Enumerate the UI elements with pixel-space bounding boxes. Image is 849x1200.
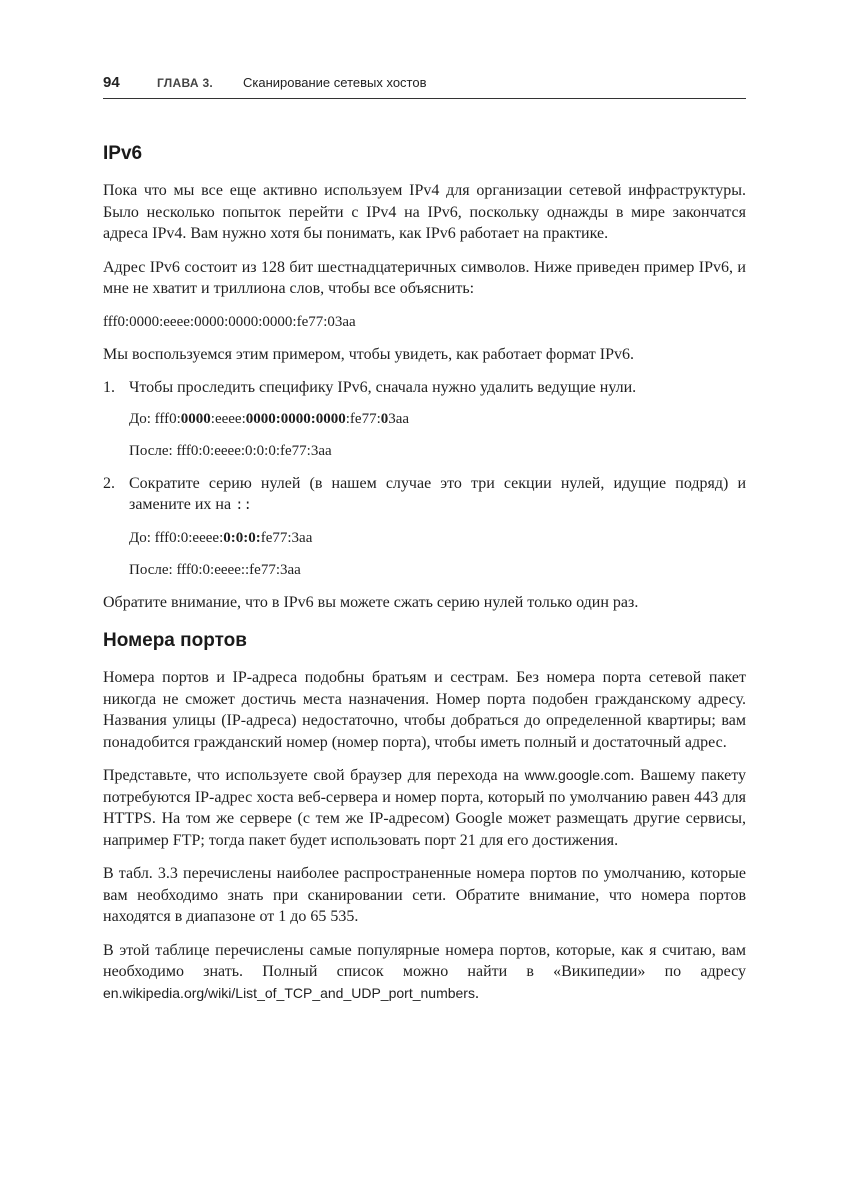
running-header: [103, 72, 746, 99]
paragraph: Адрес IPv6 состоит из 128 бит шестнадцатеричных символов. Ниже приведен пример IPv6, и мне не хватит и триллиона слов, чтобы все объяснить:: [103, 258, 746, 297]
paragraph: Номера портов и IP-адреса подобны братьям и сестрам. Без номера порта сетевой пакет никогда не сможет достичь места назначения. Номер порта подобен гражданскому адресу. Названия улицы (IP-адреса) недостаточно, чтобы добраться до определенной квартиры; вам понадобится гражданский номер (номер порта), чтобы иметь полный и достаточный адрес.: [103, 669, 746, 751]
list-number: 1.: [103, 379, 115, 396]
page-content: [103, 140, 746, 1016]
google-link[interactable]: www.google.com: [524, 767, 631, 783]
before-line: До: fff0:0:eeee:0:0:0:fe77:3aa: [129, 529, 313, 546]
heading-ports: Номера портов: [103, 630, 247, 651]
list-item: [103, 473, 746, 518]
paragraph: Мы воспользуемся этим примером, чтобы увидеть, как работает формат IPv6.: [103, 345, 634, 363]
after-line: После: fff0:0:eeee::fe77:3aa: [129, 561, 301, 578]
paragraph: Пока что мы все еще активно используем IPv4 для организации сетевой инфраструктуры. Было несколько попыток перейти с IPv4 на IPv6, поскольку однажды в мире закончатся адреса IPv4. Вам нужно хотя бы понимать, как IPv6 работает на практике.: [103, 182, 746, 242]
paragraph: В табл. 3.3 перечислены наиболее распространенные номера портов по умолчанию, которые вам необходимо знать при сканировании сети. Обратите внимание, что номера портов находятся в диапазоне от 1 до 65 535.: [103, 865, 746, 925]
chapter-title: Сканирование сетевых хостов: [243, 75, 427, 90]
list-text: Чтобы проследить специфику IPv6, сначала нужно удалить ведущие нули.: [129, 379, 637, 396]
after-line: После: fff0:0:eeee:0:0:0:fe77:3aa: [129, 442, 332, 459]
page-number: 94: [103, 74, 120, 91]
wikipedia-link[interactable]: en.wikipedia.org/wiki/List_of_TCP_and_UDP_port_numbers: [103, 984, 475, 1001]
list-text: Сократите серию нулей (в нашем случае это три секции нулей, идущие подряд) и замените их на: [129, 474, 746, 513]
list-item: [103, 377, 746, 399]
paragraph: Обратите внимание, что в IPv6 вы можете сжать серию нулей только один раз.: [103, 593, 639, 611]
paragraph: Представьте, что используете свой браузер для перехода на www.google.com. Вашему пакету потребуются IP-адрес хоста веб-сервера и номер порта, который по умолчанию равен 443 для HTTPS. На том же сервере (с тем же IP-адресом) Google может размещать другие сервисы, например FTP; тогда пакет будет использовать порт 21 для его достижения.: [103, 767, 746, 849]
chapter-label: ГЛАВА 3.: [157, 76, 214, 90]
list-number: 2.: [103, 474, 115, 492]
heading-ipv6: IPv6: [103, 143, 143, 164]
before-line: До: fff0:0000:eeee:0000:0000:0000:fe77:03aa: [129, 410, 410, 427]
paragraph: В этой таблице перечислены самые популярные номера портов, которые, как я считаю, вам необходимо знать. Полный список можно найти в «Википедии» по адресу en.wikipedia.org/wiki/List_of_TCP_and_UDP_port_numbers.: [103, 941, 746, 1002]
ipv6-example: fff0:0000:eeee:0000:0000:0000:fe77:03aa: [103, 313, 356, 330]
double-colon: ::: [235, 498, 252, 514]
